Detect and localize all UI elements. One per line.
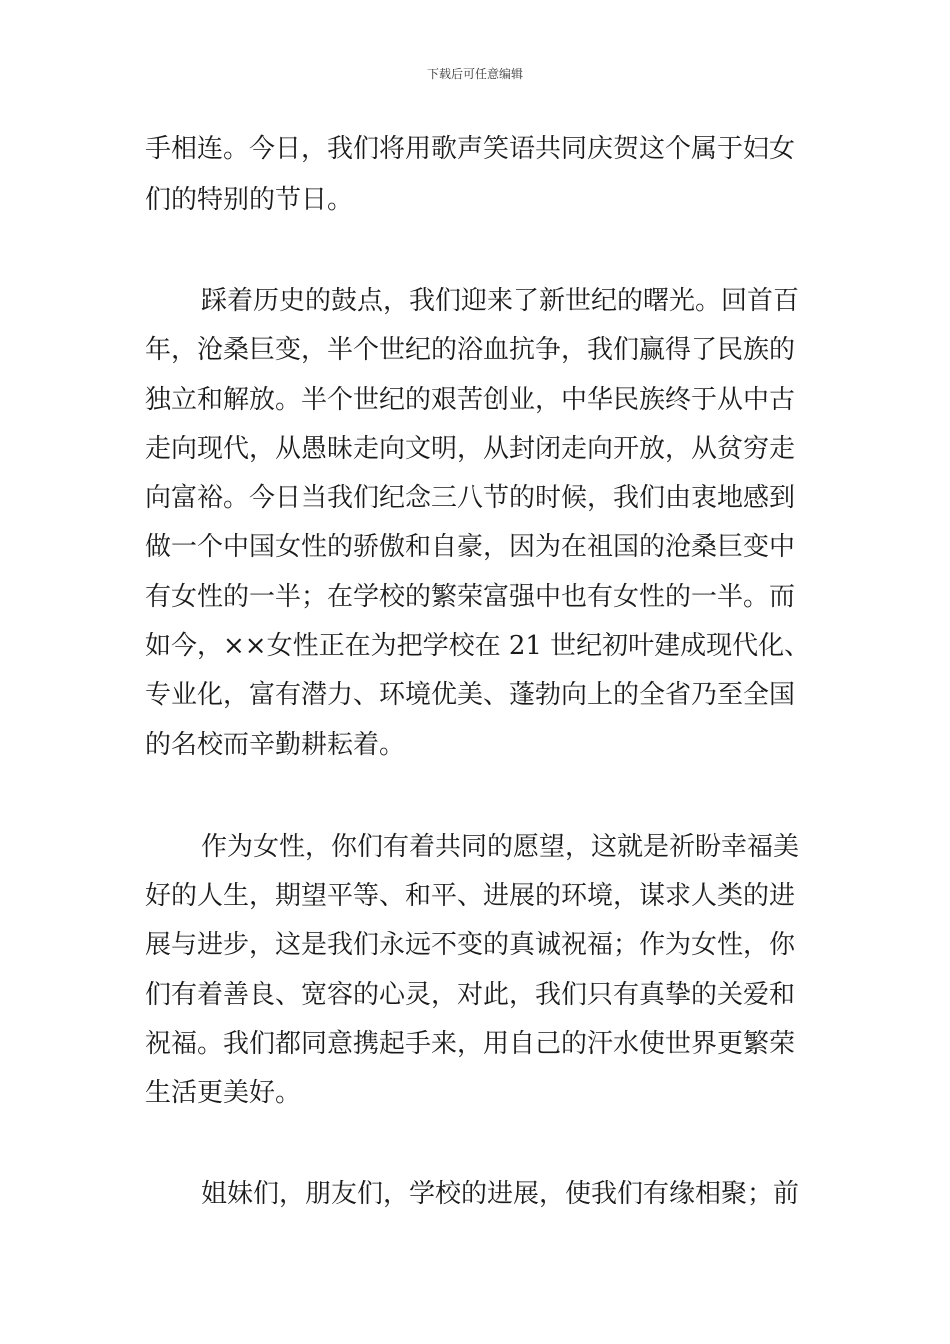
text-line: 踩着历史的鼓点，我们迎来了新世纪的曙光。回首百 — [201, 286, 800, 316]
text-line: 们有着善良、宽容的心灵，对此，我们只有真挚的关爱和 — [145, 980, 796, 1010]
text-line: 的名校而辛勤耕耘着。 — [145, 730, 406, 760]
text-line: 走向现代，从愚昧走向文明，从封闭走向开放，从贫穷走 — [145, 434, 796, 464]
text-line: 手相连。今日，我们将用歌声笑语共同庆贺这个属于妇女 — [145, 134, 796, 164]
text-line: 有女性的一半；在学校的繁荣富强中也有女性的一半。而 — [145, 582, 796, 612]
text-line: 姐妹们，朋友们，学校的进展，使我们有缘相聚；前 — [201, 1179, 800, 1209]
text-line: 作为女性，你们有着共同的愿望，这就是祈盼幸福美 — [201, 832, 800, 862]
text-line: 向富裕。今日当我们纪念三八节的时候，我们由衷地感到 — [145, 483, 796, 513]
text-line: 如今，××女性正在为把学校在 21 世纪初叶建成现代化、 — [145, 631, 811, 661]
page-header: 下载后可任意编辑 — [426, 67, 523, 81]
text-line: 们的特别的节日。 — [145, 185, 354, 215]
text-line: 年，沧桑巨变，半个世纪的浴血抗争，我们赢得了民族的 — [145, 335, 796, 365]
text-line: 独立和解放。半个世纪的艰苦创业，中华民族终于从中古 — [145, 385, 796, 415]
text-line: 专业化，富有潜力、环境优美、蓬勃向上的全省乃至全国 — [145, 680, 796, 710]
text-line: 展与进步，这是我们永远不变的真诚祝福；作为女性，你 — [145, 930, 796, 960]
text-line: 生活更美好。 — [145, 1078, 302, 1108]
text-line: 做一个中国女性的骄傲和自豪，因为在祖国的沧桑巨变中 — [145, 532, 796, 562]
text-line: 好的人生，期望平等、和平、进展的环境，谋求人类的进 — [145, 881, 796, 911]
text-line: 祝福。我们都同意携起手来，用自己的汗水使世界更繁荣 — [145, 1029, 796, 1059]
